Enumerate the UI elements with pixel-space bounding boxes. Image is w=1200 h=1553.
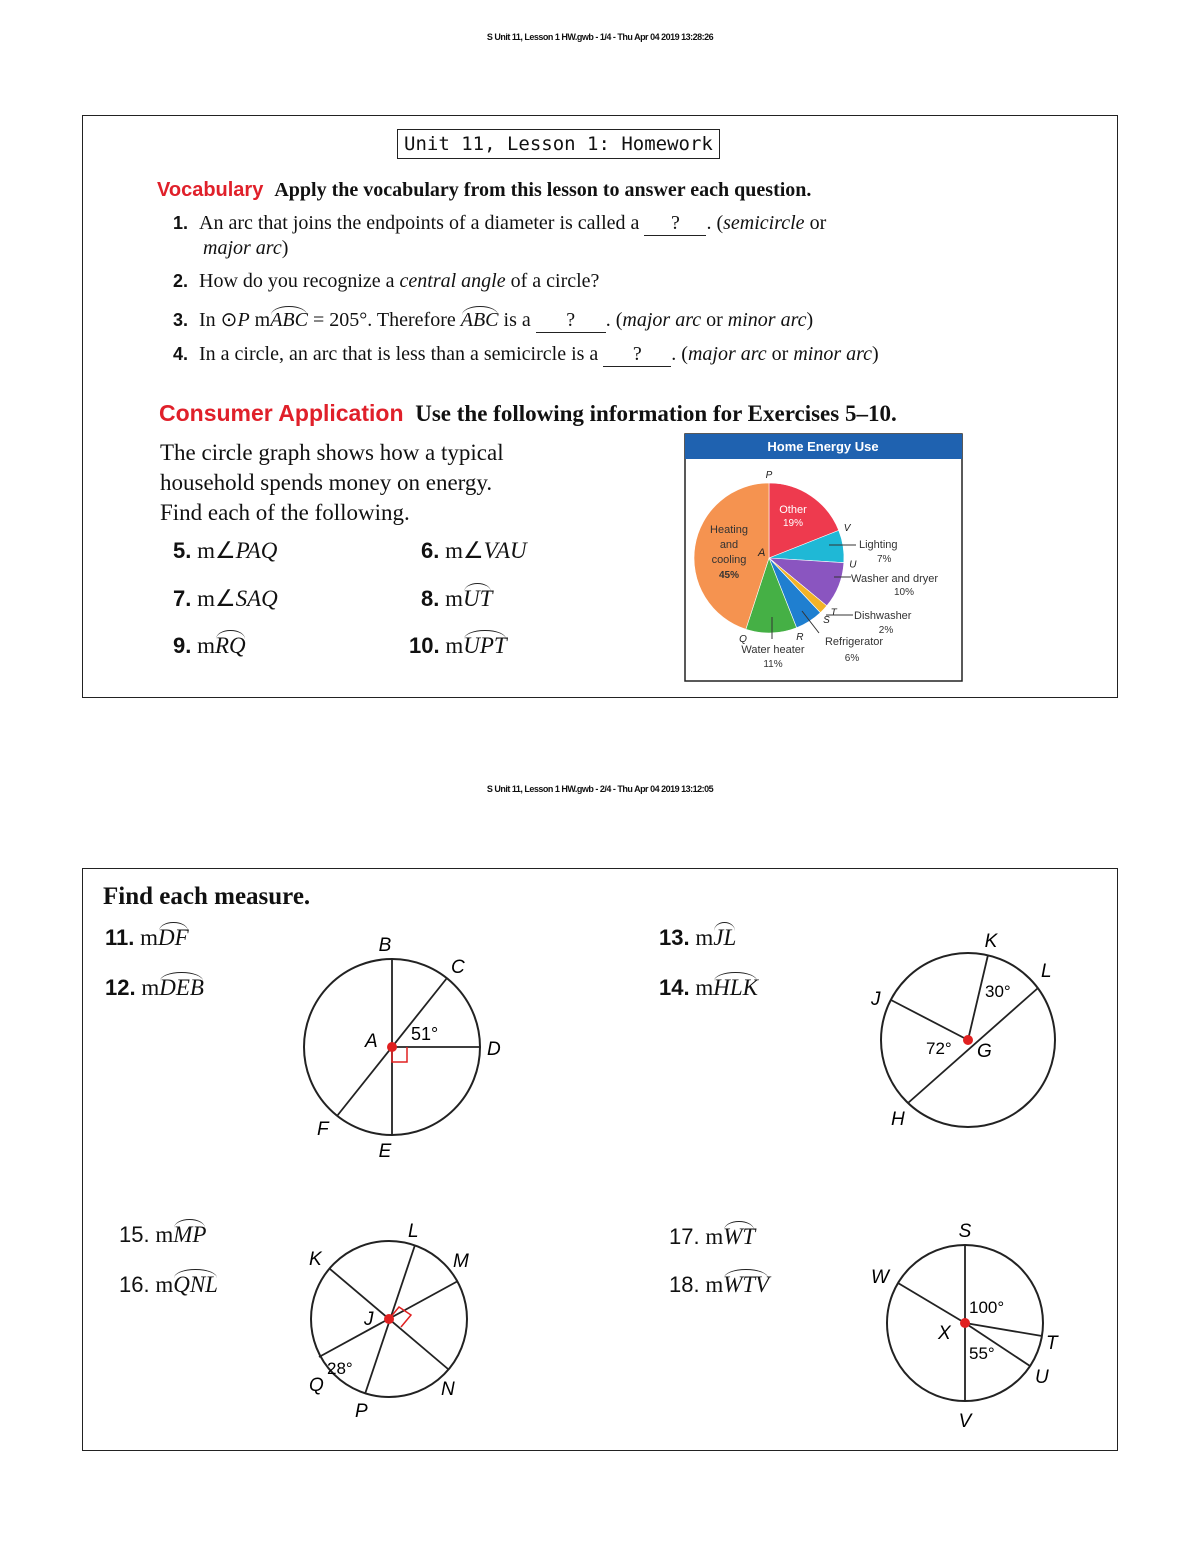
point-J: J [364, 1309, 374, 1330]
point-B: B [378, 935, 392, 956]
exercise-12: 12. mDEB [105, 975, 204, 1000]
vocab-label: Vocabulary [157, 179, 264, 201]
angle-label: 100° [969, 1298, 1005, 1317]
find-each-measure-heading: Find each measure. [103, 883, 311, 910]
point-X: X [938, 1323, 951, 1344]
point-G: G [977, 1041, 992, 1062]
page2-panel [82, 868, 1118, 1451]
vocab-heading [157, 179, 811, 202]
label-lighting-pct: 7% [877, 554, 892, 565]
label-refrigerator: Refrigerator [824, 636, 884, 648]
label-refrigerator-pct: 6% [844, 653, 860, 664]
point-M: M [453, 1251, 469, 1272]
angle-label: 51° [411, 1024, 439, 1044]
point-P: P [355, 1401, 368, 1422]
point-J: J [871, 989, 881, 1010]
exercise-13: 13. mJL [659, 925, 737, 950]
consumer-label: Consumer Application [159, 400, 404, 426]
exercise-16: 16. mQNL [119, 1272, 218, 1297]
point-C: C [451, 957, 465, 978]
circle-figure-d [865, 1217, 1065, 1432]
exercise-6: 6. m∠VAU [421, 538, 527, 563]
exercise-17: 17. mWT [669, 1224, 756, 1249]
point-L: L [1041, 961, 1052, 982]
angle-label: 28° [327, 1359, 353, 1378]
exercise-7: 7. m∠SAQ [173, 586, 278, 611]
page2-header: S Unit 11, Lesson 1 HW.gwb - 2/4 - Thu Apr 04 2019 13:12:05 [486, 784, 714, 794]
label-dishwasher: Dishwasher [854, 610, 912, 622]
circle-figure-c [293, 1215, 493, 1425]
label-lighting: Lighting [859, 539, 898, 551]
point-V: V [958, 1411, 972, 1432]
point-W: W [871, 1267, 889, 1288]
pie-point-Q: Q [739, 633, 747, 645]
answer-blank[interactable]: ? [603, 343, 671, 367]
exercise-8: 8. mUT [421, 586, 493, 611]
point-A: A [365, 1031, 378, 1052]
label-water-heater-pct: 11% [763, 659, 783, 670]
point-H: H [891, 1109, 905, 1130]
exercise-15: 15. mMP [119, 1222, 207, 1247]
point-L: L [408, 1221, 419, 1242]
angle-label: 30° [985, 982, 1011, 1001]
pie-point-T: T [830, 607, 837, 619]
vocab-question-3: 3. In ⊙P mABC = 205°. Therefore ABC is a ? . (major arc or minor arc) [173, 309, 814, 331]
point-D: D [487, 1039, 501, 1060]
circle-figure-b [863, 927, 1073, 1147]
vocab-question-2: 2. How do you recognize a central angle of a circle? [173, 270, 600, 292]
point-K: K [984, 931, 998, 952]
label-dishwasher-pct: 2% [878, 625, 894, 636]
answer-blank[interactable]: ? [536, 309, 606, 333]
page1-panel [82, 115, 1118, 698]
pie-point-P: P [765, 470, 773, 481]
exercise-18: 18. mWTV [669, 1272, 770, 1297]
angle-label: 55° [969, 1344, 995, 1363]
point-T: T [1046, 1333, 1058, 1354]
exercise-10: 10. mUPT [409, 633, 507, 658]
pie-point-S: S [823, 615, 830, 627]
page-title: Unit 11, Lesson 1: Homework [397, 129, 720, 159]
home-energy-pie-chart [684, 433, 964, 683]
vocab-instruction: Apply the vocabulary from this lesson to answer each question. [274, 179, 812, 201]
label-water-heater: Water heater [741, 644, 805, 656]
point-N: N [441, 1379, 455, 1400]
consumer-instruction: Use the following information for Exercises 5–10. [415, 401, 897, 426]
exercise-14: 14. mHLK [659, 975, 758, 1000]
pie-point-R: R [796, 632, 804, 644]
page1-header: S Unit 11, Lesson 1 HW.gwb - 1/4 - Thu Apr 04 2019 13:28:26 [486, 32, 714, 42]
label-other: Other [779, 504, 807, 516]
circle-figure-a [295, 927, 515, 1167]
consumer-heading [159, 400, 897, 427]
exercise-5: 5. m∠PAQ [173, 538, 278, 563]
consumer-intro: The circle graph shows how a typical household spends money on energy. Find each of the following. [160, 440, 504, 525]
point-Q: Q [309, 1375, 324, 1396]
pie-point-V: V [843, 523, 851, 535]
pie-point-U: U [849, 559, 857, 571]
label-washer-pct: 10% [893, 587, 915, 598]
point-K: K [309, 1249, 322, 1270]
point-U: U [1035, 1367, 1049, 1388]
label-heating-cooling: cooling [711, 554, 747, 566]
point-S: S [958, 1221, 972, 1242]
point-E: E [378, 1141, 392, 1162]
label-heating: Heating [710, 524, 748, 536]
label-washer: Washer and dryer [851, 573, 939, 585]
point-F: F [317, 1119, 329, 1140]
vocab-question-4: 4. In a circle, an arc that is less than a semicircle is a ? . (major arc or minor arc) [173, 343, 879, 365]
label-heating-and: and [719, 539, 739, 551]
label-heating-pct: 45% [718, 570, 740, 581]
pie-center-label: A [758, 547, 766, 559]
vocab-question-1: 1. An arc that joins the endpoints of a diameter is called a ? . (semicircle or major arc) [173, 212, 827, 259]
chart-title: Home Energy Use [767, 439, 879, 454]
label-other-pct: 19% [782, 518, 804, 529]
exercise-11: 11. mDF [105, 925, 189, 950]
answer-blank[interactable]: ? [644, 211, 706, 236]
exercise-9: 9. mRQ [173, 633, 246, 658]
angle-label: 72° [926, 1039, 952, 1058]
